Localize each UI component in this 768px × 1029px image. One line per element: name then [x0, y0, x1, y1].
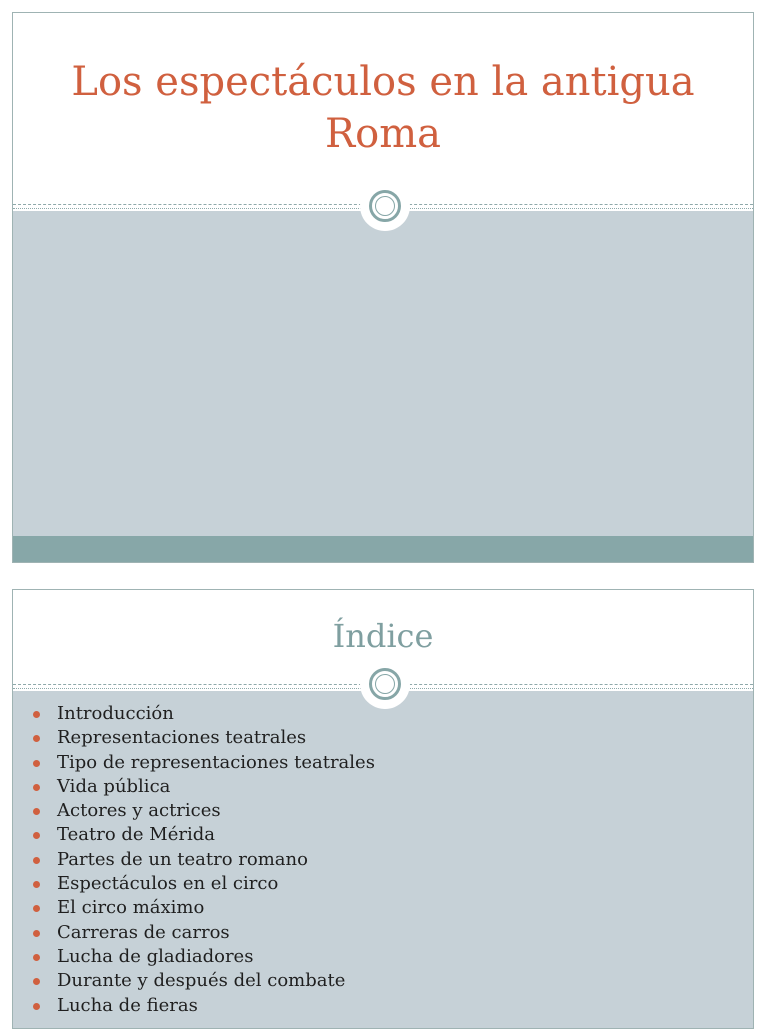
list-item-text: Actores y actrices [57, 800, 221, 822]
bullet-dot-icon [33, 711, 40, 718]
list-item-text: Durante y después del combate [57, 970, 346, 992]
slide-title [12, 12, 754, 563]
list-item-text: Partes de un teatro romano [57, 848, 308, 870]
list-item [31, 896, 375, 920]
bullet-dot-icon [33, 735, 40, 742]
list-item-text: Espectáculos en el circo [57, 873, 279, 895]
bullet-dot-icon [33, 905, 40, 912]
bullet-dot-icon [33, 784, 40, 791]
list-item-text: Lucha de gladiadores [57, 945, 254, 967]
list-item [31, 702, 375, 726]
bullet-dot-icon [33, 857, 40, 864]
list-item-text: Carreras de carros [57, 921, 230, 943]
list-item-text: Teatro de Mérida [57, 824, 215, 846]
list-item [31, 775, 375, 799]
index-heading: Índice [332, 617, 434, 655]
list-item [31, 872, 375, 896]
list-item-text: Representaciones teatrales [57, 727, 307, 749]
slide-content-panel [13, 211, 753, 562]
slide-title-heading: Los espectáculos en la antigua Roma [71, 59, 695, 157]
list-item [31, 799, 375, 823]
list-item-text: Introducción [57, 703, 174, 724]
list-item [31, 969, 375, 993]
list-item [31, 823, 375, 847]
list-item [31, 994, 375, 1018]
title-area [13, 13, 753, 203]
list-item [31, 945, 375, 969]
bullet-dot-icon [33, 832, 40, 839]
list-item-text: Tipo de representaciones teatrales [57, 751, 375, 773]
list-item [31, 726, 375, 750]
slide-index [12, 589, 754, 1029]
circle-ornament-icon [360, 181, 410, 231]
list-item-text: El circo máximo [57, 897, 205, 919]
bullet-dot-icon [33, 930, 40, 937]
list-item-text: Vida pública [57, 775, 171, 797]
bullet-dot-icon [33, 1003, 40, 1010]
bullet-dot-icon [33, 881, 40, 888]
list-item [31, 921, 375, 945]
list-item [31, 751, 375, 775]
ring-icon [369, 668, 401, 700]
bullet-dot-icon [33, 760, 40, 767]
bullet-dot-icon [33, 954, 40, 961]
bullet-dot-icon [33, 808, 40, 815]
ring-icon [369, 190, 401, 222]
list-item [31, 848, 375, 872]
index-list [31, 702, 375, 1018]
bullet-dot-icon [33, 978, 40, 985]
list-item-text: Lucha de fieras [57, 994, 198, 1016]
slide-footer-band [13, 536, 753, 562]
